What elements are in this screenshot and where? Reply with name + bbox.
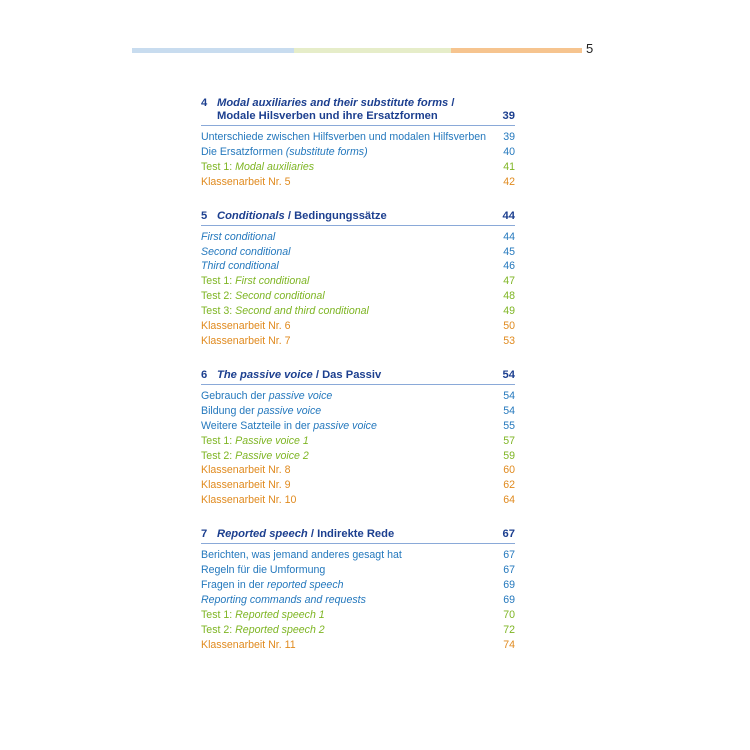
entry-title-text: Test 3: [201, 305, 236, 318]
toc-entry[interactable] [201, 434, 515, 449]
entry-title [201, 245, 291, 260]
chapter-title-en: Conditionals [217, 209, 285, 222]
chapter-title-en: Modal auxiliaries and their substitute forms [217, 97, 449, 109]
entry-page: 54 [503, 389, 515, 402]
entry-page: 44 [503, 230, 515, 243]
entry-title-italic: (substitute forms) [285, 145, 368, 158]
entry-title-italic: Second conditional [201, 245, 291, 258]
entry-page: 46 [503, 260, 515, 273]
toc-entry[interactable] [201, 334, 515, 349]
entry-title-text: Regeln für die Umformung [201, 564, 326, 577]
toc-entry[interactable] [201, 319, 515, 334]
entry-title [201, 404, 321, 419]
entry-title [201, 623, 325, 638]
entry-title [201, 259, 279, 274]
entry-title-text: Klassenarbeit Nr. 6 [201, 320, 291, 333]
entry-title [201, 434, 309, 449]
chapter-page: 67 [502, 528, 515, 541]
entry-title-italic: Reported speech 1 [235, 608, 325, 621]
entry-title [201, 160, 314, 175]
toc-entry[interactable] [201, 449, 515, 464]
toc-entry[interactable] [201, 245, 515, 260]
entry-title-text: Test 2: [201, 623, 236, 636]
entry-title [201, 563, 325, 578]
entry-list [201, 130, 515, 190]
entry-title-text: Test 1: [201, 608, 236, 621]
chapter-heading [201, 97, 515, 126]
entry-title-italic: First conditional [201, 230, 276, 243]
entry-title-text: Fragen in der [201, 578, 267, 591]
entry-title-text: Gebrauch der [201, 389, 269, 402]
entry-title-text: Test 1: [201, 434, 236, 447]
toc-entry[interactable] [201, 274, 515, 289]
entry-page: 41 [503, 160, 515, 173]
entry-page: 40 [503, 145, 515, 158]
toc-entry[interactable] [201, 478, 515, 493]
entry-title-italic: passive voice [268, 389, 333, 402]
entry-page: 67 [503, 549, 515, 562]
entry-list [201, 389, 515, 508]
entry-title [201, 593, 366, 608]
chapter-title-de: Modale Hilsverben und ihre Ersatzformen [217, 110, 438, 122]
chapter-number: 4 [201, 97, 208, 109]
chapter-number: 6 [201, 368, 208, 381]
entry-title [201, 289, 325, 304]
toc-entry[interactable] [201, 578, 515, 593]
entry-title-text: Test 2: [201, 290, 236, 303]
toc-entry[interactable] [201, 548, 515, 563]
chapter-heading [201, 369, 515, 385]
chapter-heading [201, 528, 515, 544]
entry-title [201, 334, 291, 349]
entry-title-italic: reported speech [266, 578, 344, 591]
chapter-title-de: / Bedingungssätze [284, 209, 387, 222]
toc-entry[interactable] [201, 638, 515, 653]
entry-title-text: Klassenarbeit Nr. 5 [201, 175, 291, 188]
entry-page: 70 [503, 608, 515, 621]
toc-entry[interactable] [201, 160, 515, 175]
entry-title-italic: passive voice [313, 419, 377, 432]
chapter-title-de: / Indirekte Rede [307, 528, 395, 541]
chapter-title-separator: / [448, 97, 455, 109]
entry-title-italic: Second and third conditional [235, 305, 369, 318]
entry-title-text: Klassenarbeit Nr. 7 [201, 334, 291, 347]
entry-title [201, 638, 296, 653]
entry-page: 69 [503, 578, 515, 591]
entry-title-text: Klassenarbeit Nr. 11 [201, 638, 296, 651]
entry-page: 54 [503, 404, 515, 417]
toc-entry[interactable] [201, 623, 515, 638]
decorative-color-bar [132, 48, 582, 53]
toc-entry[interactable] [201, 608, 515, 623]
chapter-number: 5 [201, 209, 208, 222]
entry-title-text: Weitere Satzteile in der [201, 419, 314, 432]
entry-page: 64 [503, 494, 515, 507]
entry-title [201, 145, 368, 160]
entry-page: 49 [503, 305, 515, 318]
entry-page: 67 [503, 564, 515, 577]
entry-title [201, 493, 296, 508]
entry-title [201, 389, 332, 404]
toc-entry[interactable] [201, 463, 515, 478]
entry-page: 42 [503, 175, 515, 188]
chapter-page: 44 [502, 209, 515, 222]
chapter-5 [201, 210, 515, 349]
entry-page: 62 [503, 479, 515, 492]
chapter-6 [201, 369, 515, 508]
entry-page: 74 [503, 638, 515, 651]
entry-page: 59 [503, 449, 515, 462]
entry-page: 69 [503, 593, 515, 606]
entry-title [201, 478, 291, 493]
toc-entry[interactable] [201, 175, 515, 190]
toc-entry[interactable] [201, 404, 515, 419]
entry-title-italic: Passive voice 1 [235, 434, 309, 447]
chapter-number: 7 [201, 528, 208, 541]
entry-title-text: Klassenarbeit Nr. 10 [201, 494, 297, 507]
toc-entry[interactable] [201, 230, 515, 245]
entry-list [201, 548, 515, 652]
chapter-title-en: Reported speech [217, 528, 308, 541]
entry-title-text: Klassenarbeit Nr. 9 [201, 479, 291, 492]
chapter-title-de: / Das Passiv [312, 368, 382, 381]
entry-title [201, 578, 344, 593]
entry-title-text: Die Ersatzformen [201, 145, 286, 158]
toc-entry[interactable] [201, 304, 515, 319]
entry-title-text: Test 1: [201, 275, 236, 288]
entry-page: 55 [503, 419, 515, 432]
chapter-heading [201, 210, 515, 226]
chapter-page: 39 [502, 110, 515, 122]
entry-page: 50 [503, 320, 515, 333]
entry-title-text: Bildung der [201, 404, 258, 417]
entry-title-italic: passive voice [257, 404, 322, 417]
entry-title [201, 463, 291, 478]
entry-title-text: Test 1: [201, 160, 236, 173]
entry-title-italic: Second conditional [235, 290, 325, 303]
entry-page: 48 [503, 290, 515, 303]
toc-entry[interactable] [201, 130, 515, 145]
entry-page: 45 [503, 245, 515, 258]
entry-title-italic: First conditional [235, 275, 310, 288]
entry-title [201, 319, 291, 334]
entry-title-italic: Reported speech 2 [235, 623, 325, 636]
chapter-page: 54 [502, 368, 515, 381]
entry-title [201, 449, 309, 464]
entry-title [201, 419, 377, 434]
toc-entry[interactable] [201, 145, 515, 160]
entry-title [201, 274, 309, 289]
entry-title-italic: Third conditional [201, 260, 279, 273]
entry-title [201, 130, 486, 145]
entry-title-italic: Reporting commands and requests [201, 593, 366, 606]
entry-title-text: Test 2: [201, 449, 236, 462]
toc-entry[interactable] [201, 289, 515, 304]
entry-title [201, 548, 402, 563]
color-bar-orange [451, 48, 582, 53]
toc-entry[interactable] [201, 593, 515, 608]
color-bar-green [294, 48, 451, 53]
entry-title-italic: Passive voice 2 [235, 449, 309, 462]
entry-title-text: Berichten, was jemand anderes gesagt hat [201, 549, 402, 562]
entry-page: 57 [503, 434, 515, 447]
toc-entry[interactable] [201, 259, 515, 274]
entry-title [201, 304, 369, 319]
entry-title [201, 175, 291, 190]
entry-page: 47 [503, 275, 515, 288]
chapter-4 [201, 97, 515, 190]
toc-entry[interactable] [201, 419, 515, 434]
entry-title-text: Unterschiede zwischen Hilfsverben und modalen Hilfsverben [201, 131, 486, 143]
entry-page: 39 [503, 131, 515, 143]
entry-page: 53 [503, 334, 515, 347]
page-number: 5 [586, 41, 594, 56]
entry-list [201, 230, 515, 349]
entry-title-text: Klassenarbeit Nr. 8 [201, 464, 291, 477]
entry-page: 72 [503, 623, 515, 636]
entry-title [201, 230, 275, 245]
table-of-contents [201, 97, 515, 672]
toc-entry[interactable] [201, 563, 515, 578]
color-bar-blue [132, 48, 294, 53]
chapter-title-en: The passive voice [217, 368, 313, 381]
entry-title-italic: Modal auxiliaries [235, 160, 315, 173]
entry-title [201, 608, 325, 623]
entry-page: 60 [503, 464, 515, 477]
toc-entry[interactable] [201, 493, 515, 508]
chapter-7 [201, 528, 515, 652]
toc-entry[interactable] [201, 389, 515, 404]
